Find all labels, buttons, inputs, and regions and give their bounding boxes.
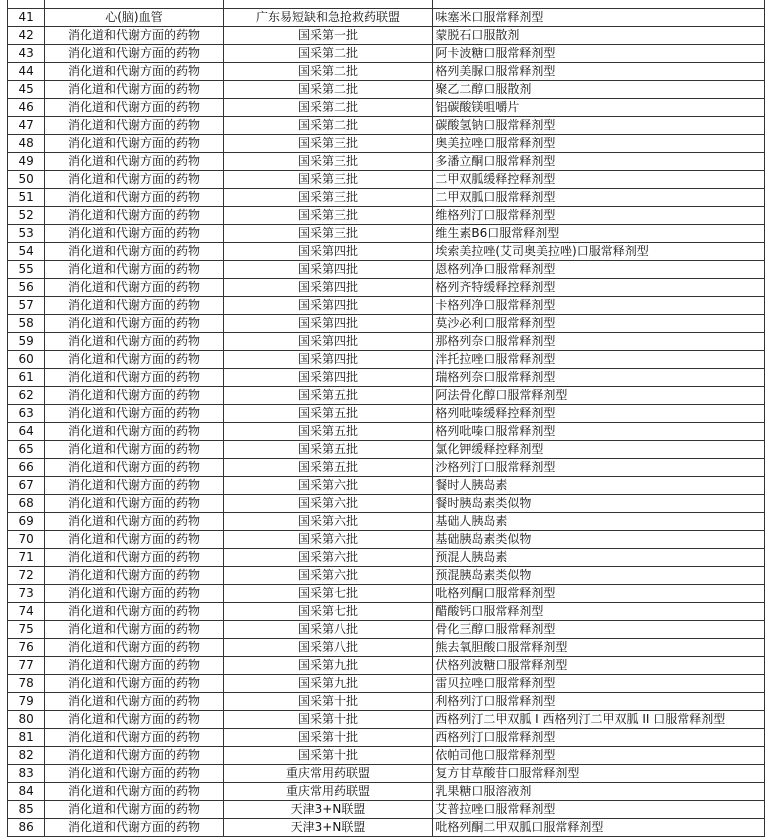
procurement-source-cell[interactable]: 国采第九批	[223, 657, 433, 675]
category-cell[interactable]: 消化道和代谢方面的药物	[45, 567, 223, 585]
table-row	[8, 423, 765, 441]
table-row	[8, 441, 765, 459]
table-row	[8, 621, 765, 639]
drug-name-cell[interactable]: 餐时胰岛素类似物	[433, 495, 765, 513]
procurement-source-cell[interactable]: 国采第三批	[223, 171, 433, 189]
drug-name-cell[interactable]: 醋酸钙口服常释剂型	[433, 603, 765, 621]
table-row	[8, 315, 765, 333]
procurement-source-cell[interactable]: 国采第六批	[223, 495, 433, 513]
procurement-source-cell[interactable]: 国采第四批	[223, 315, 433, 333]
drug-name-cell[interactable]: 依帕司他口服常释剂型	[433, 747, 765, 765]
procurement-source-cell[interactable]: 国采第五批	[223, 459, 433, 477]
category-cell[interactable]: 消化道和代谢方面的药物	[45, 639, 223, 657]
row-number[interactable]: 46	[8, 99, 45, 117]
row-number[interactable]: 76	[8, 639, 45, 657]
category-cell[interactable]: 消化道和代谢方面的药物	[45, 729, 223, 747]
drug-name-cell[interactable]: 二甲双胍缓释控释剂型	[433, 171, 765, 189]
drug-name-cell[interactable]: 预混胰岛素类似物	[433, 567, 765, 585]
category-cell[interactable]: 消化道和代谢方面的药物	[45, 225, 223, 243]
table-row	[8, 207, 765, 225]
table-row	[8, 297, 765, 315]
drug-name-cell[interactable]: 利格列汀口服常释剂型	[433, 693, 765, 711]
drug-name-cell[interactable]: 埃索美拉唑(艾司奥美拉唑)口服常释剂型	[433, 243, 765, 261]
procurement-source-cell[interactable]: 国采第四批	[223, 369, 433, 387]
table-row	[8, 153, 765, 171]
drug-name-cell[interactable]: 维生素B6口服常释剂型	[433, 225, 765, 243]
procurement-source-cell[interactable]: 国采第五批	[223, 405, 433, 423]
row-number[interactable]: 57	[8, 297, 45, 315]
table-row	[8, 243, 765, 261]
row-number[interactable]: 78	[8, 675, 45, 693]
category-cell[interactable]: 消化道和代谢方面的药物	[45, 351, 223, 369]
procurement-source-cell[interactable]: 国采第四批	[223, 261, 433, 279]
procurement-source-cell[interactable]: 国采第三批	[223, 225, 433, 243]
procurement-source-cell[interactable]: 国采第四批	[223, 279, 433, 297]
procurement-source-cell[interactable]: 国采第一批	[223, 27, 433, 45]
category-cell[interactable]: 消化道和代谢方面的药物	[45, 243, 223, 261]
row-number[interactable]: 66	[8, 459, 45, 477]
row-number[interactable]: 45	[8, 81, 45, 99]
table-row	[8, 351, 765, 369]
row-number[interactable]: 58	[8, 315, 45, 333]
row-number[interactable]: 86	[8, 819, 45, 837]
row-number[interactable]: 53	[8, 225, 45, 243]
category-cell[interactable]: 消化道和代谢方面的药物	[45, 477, 223, 495]
procurement-source-cell[interactable]: 国采第五批	[223, 423, 433, 441]
procurement-source-cell[interactable]: 国采第十批	[223, 693, 433, 711]
category-cell[interactable]: 消化道和代谢方面的药物	[45, 603, 223, 621]
table-row	[8, 603, 765, 621]
drug-name-cell[interactable]: 格列美脲口服常释剂型	[433, 63, 765, 81]
drug-name-cell[interactable]: 沙格列汀口服常释剂型	[433, 459, 765, 477]
table-row	[8, 819, 765, 837]
category-cell[interactable]: 消化道和代谢方面的药物	[45, 513, 223, 531]
drug-list-table	[7, 0, 765, 837]
table-row	[8, 225, 765, 243]
table-row	[8, 747, 765, 765]
category-cell[interactable]: 消化道和代谢方面的药物	[45, 747, 223, 765]
table-row	[8, 387, 765, 405]
procurement-source-cell[interactable]: 国采第二批	[223, 81, 433, 99]
category-cell[interactable]: 消化道和代谢方面的药物	[45, 63, 223, 81]
drug-name-cell[interactable]: 氯化钾缓释控释剂型	[433, 441, 765, 459]
procurement-source-cell[interactable]: 重庆常用药联盟	[223, 765, 433, 783]
drug-name-cell[interactable]: 蒙脱石口服散剂	[433, 27, 765, 45]
row-number[interactable]: 44	[8, 63, 45, 81]
table-row	[8, 549, 765, 567]
procurement-source-cell[interactable]: 国采第七批	[223, 585, 433, 603]
drug-name-cell[interactable]: 吡格列酮二甲双胍口服常释剂型	[433, 819, 765, 837]
category-cell[interactable]: 消化道和代谢方面的药物	[45, 819, 223, 837]
row-number[interactable]	[8, 0, 45, 9]
drug-name-cell[interactable]: 那格列奈口服常释剂型	[433, 333, 765, 351]
category-cell[interactable]: 消化道和代谢方面的药物	[45, 189, 223, 207]
procurement-source-cell[interactable]: 国采第十批	[223, 729, 433, 747]
row-number[interactable]: 77	[8, 657, 45, 675]
row-number[interactable]: 70	[8, 531, 45, 549]
table-row	[8, 333, 765, 351]
row-number[interactable]: 67	[8, 477, 45, 495]
drug-name-cell[interactable]: 聚乙二醇口服散剂	[433, 81, 765, 99]
table-row	[8, 729, 765, 747]
table-row	[8, 567, 765, 585]
row-number[interactable]: 72	[8, 567, 45, 585]
procurement-source-cell[interactable]: 国采第二批	[223, 117, 433, 135]
row-number[interactable]: 71	[8, 549, 45, 567]
row-number[interactable]: 48	[8, 135, 45, 153]
category-cell[interactable]: 消化道和代谢方面的药物	[45, 531, 223, 549]
drug-name-cell[interactable]: 泮托拉唑口服常释剂型	[433, 351, 765, 369]
drug-name-cell[interactable]: 乳果糖口服溶液剂	[433, 783, 765, 801]
category-cell[interactable]: 消化道和代谢方面的药物	[45, 135, 223, 153]
category-cell[interactable]: 消化道和代谢方面的药物	[45, 441, 223, 459]
drug-name-cell[interactable]: 奥美拉唑口服常释剂型	[433, 135, 765, 153]
table-row	[8, 639, 765, 657]
row-number[interactable]: 74	[8, 603, 45, 621]
drug-name-cell[interactable]: 伏格列波糖口服常释剂型	[433, 657, 765, 675]
row-number[interactable]: 81	[8, 729, 45, 747]
table-row	[8, 495, 765, 513]
category-cell[interactable]: 消化道和代谢方面的药物	[45, 459, 223, 477]
table-row	[8, 783, 765, 801]
category-cell[interactable]: 消化道和代谢方面的药物	[45, 99, 223, 117]
category-cell[interactable]: 消化道和代谢方面的药物	[45, 81, 223, 99]
drug-name-cell[interactable]: 骨化三醇口服常释剂型	[433, 621, 765, 639]
table-row	[8, 711, 765, 729]
procurement-source-cell[interactable]: 国采第六批	[223, 477, 433, 495]
procurement-source-cell[interactable]: 国采第六批	[223, 513, 433, 531]
procurement-source-cell[interactable]: 国采第三批	[223, 135, 433, 153]
category-cell[interactable]: 消化道和代谢方面的药物	[45, 549, 223, 567]
category-cell[interactable]: 消化道和代谢方面的药物	[45, 783, 223, 801]
row-number[interactable]: 69	[8, 513, 45, 531]
procurement-source-cell[interactable]: 国采第三批	[223, 153, 433, 171]
row-number[interactable]: 41	[8, 9, 45, 27]
procurement-source-cell[interactable]: 国采第二批	[223, 99, 433, 117]
row-number[interactable]: 43	[8, 45, 45, 63]
drug-name-cell[interactable]: 复方甘草酸苷口服常释剂型	[433, 765, 765, 783]
table-row	[8, 117, 765, 135]
category-cell[interactable]: 消化道和代谢方面的药物	[45, 495, 223, 513]
drug-name-cell[interactable]: 味塞米口服常释剂型	[433, 9, 765, 27]
table-row	[8, 531, 765, 549]
category-cell[interactable]: 消化道和代谢方面的药物	[45, 315, 223, 333]
category-cell[interactable]: 消化道和代谢方面的药物	[45, 585, 223, 603]
procurement-source-cell[interactable]: 国采第四批	[223, 243, 433, 261]
drug-name-cell[interactable]: 恩格列净口服常释剂型	[433, 261, 765, 279]
category-cell[interactable]: 消化道和代谢方面的药物	[45, 621, 223, 639]
drug-name-cell[interactable]: 卡格列净口服常释剂型	[433, 297, 765, 315]
drug-name-cell[interactable]: 瑞格列奈口服常释剂型	[433, 369, 765, 387]
drug-name-cell[interactable]: 维格列汀口服常释剂型	[433, 207, 765, 225]
category-cell[interactable]: 消化道和代谢方面的药物	[45, 171, 223, 189]
category-cell[interactable]: 消化道和代谢方面的药物	[45, 765, 223, 783]
table-row	[8, 63, 765, 81]
row-number[interactable]: 79	[8, 693, 45, 711]
row-number[interactable]: 59	[8, 333, 45, 351]
row-number[interactable]: 73	[8, 585, 45, 603]
procurement-source-cell[interactable]: 国采第四批	[223, 333, 433, 351]
category-cell[interactable]: 消化道和代谢方面的药物	[45, 405, 223, 423]
procurement-source-cell[interactable]: 国采第二批	[223, 45, 433, 63]
row-number[interactable]: 55	[8, 261, 45, 279]
drug-name-cell[interactable]: 碳酸氢钠口服常释剂型	[433, 117, 765, 135]
row-number[interactable]: 49	[8, 153, 45, 171]
table-row	[8, 99, 765, 117]
drug-name-cell[interactable]	[433, 0, 765, 9]
drug-name-cell[interactable]: 阿法骨化醇口服常释剂型	[433, 387, 765, 405]
category-cell[interactable]: 消化道和代谢方面的药物	[45, 45, 223, 63]
category-cell[interactable]: 消化道和代谢方面的药物	[45, 279, 223, 297]
table-row	[8, 9, 765, 27]
category-cell[interactable]: 消化道和代谢方面的药物	[45, 693, 223, 711]
table-row	[8, 261, 765, 279]
drug-name-cell[interactable]: 基础胰岛素类似物	[433, 531, 765, 549]
drug-name-cell[interactable]: 格列齐特缓释控释剂型	[433, 279, 765, 297]
procurement-source-cell[interactable]: 重庆常用药联盟	[223, 783, 433, 801]
drug-name-cell[interactable]: 基础人胰岛素	[433, 513, 765, 531]
drug-name-cell[interactable]: 雷贝拉唑口服常释剂型	[433, 675, 765, 693]
category-cell[interactable]	[45, 0, 223, 9]
row-number[interactable]: 51	[8, 189, 45, 207]
row-number[interactable]: 54	[8, 243, 45, 261]
table-row	[8, 279, 765, 297]
procurement-source-cell[interactable]: 国采第七批	[223, 603, 433, 621]
category-cell[interactable]: 消化道和代谢方面的药物	[45, 369, 223, 387]
table-row	[8, 801, 765, 819]
table-row	[8, 477, 765, 495]
table-row	[8, 0, 765, 9]
drug-name-cell[interactable]: 格列吡嗪缓释控释剂型	[433, 405, 765, 423]
procurement-source-cell[interactable]: 国采第二批	[223, 63, 433, 81]
procurement-source-cell[interactable]: 国采第六批	[223, 567, 433, 585]
category-cell[interactable]: 消化道和代谢方面的药物	[45, 657, 223, 675]
drug-name-cell[interactable]: 铝碳酸镁咀嚼片	[433, 99, 765, 117]
row-number[interactable]: 83	[8, 765, 45, 783]
category-cell[interactable]: 消化道和代谢方面的药物	[45, 297, 223, 315]
drug-name-cell[interactable]: 预混人胰岛素	[433, 549, 765, 567]
table-row	[8, 81, 765, 99]
row-number[interactable]: 42	[8, 27, 45, 45]
procurement-source-cell[interactable]: 国采第八批	[223, 639, 433, 657]
row-number[interactable]: 61	[8, 369, 45, 387]
drug-name-cell[interactable]: 多潘立酮口服常释剂型	[433, 153, 765, 171]
row-number[interactable]: 47	[8, 117, 45, 135]
procurement-source-cell[interactable]: 国采第十批	[223, 711, 433, 729]
procurement-source-cell[interactable]: 国采第五批	[223, 441, 433, 459]
procurement-source-cell[interactable]: 天津3+N联盟	[223, 819, 433, 837]
drug-name-cell[interactable]: 莫沙必利口服常释剂型	[433, 315, 765, 333]
drug-name-cell[interactable]: 二甲双胍口服常释剂型	[433, 189, 765, 207]
procurement-source-cell[interactable]	[223, 0, 433, 9]
table-row	[8, 135, 765, 153]
drug-name-cell[interactable]: 餐时人胰岛素	[433, 477, 765, 495]
row-number[interactable]: 50	[8, 171, 45, 189]
table-row	[8, 675, 765, 693]
table-row	[8, 405, 765, 423]
row-number[interactable]: 56	[8, 279, 45, 297]
table-row	[8, 585, 765, 603]
table-row	[8, 459, 765, 477]
category-cell[interactable]: 心(脑)血管	[45, 9, 223, 27]
category-cell[interactable]: 消化道和代谢方面的药物	[45, 153, 223, 171]
row-number[interactable]: 80	[8, 711, 45, 729]
category-cell[interactable]: 消化道和代谢方面的药物	[45, 207, 223, 225]
drug-name-cell[interactable]: 艾普拉唑口服常释剂型	[433, 801, 765, 819]
row-number[interactable]: 85	[8, 801, 45, 819]
table-row	[8, 189, 765, 207]
table-row	[8, 171, 765, 189]
category-cell[interactable]: 消化道和代谢方面的药物	[45, 27, 223, 45]
table-row	[8, 369, 765, 387]
category-cell[interactable]: 消化道和代谢方面的药物	[45, 261, 223, 279]
table-row	[8, 693, 765, 711]
procurement-source-cell[interactable]: 国采第三批	[223, 207, 433, 225]
row-number[interactable]: 52	[8, 207, 45, 225]
drug-name-cell[interactable]: 熊去氧胆酸口服常释剂型	[433, 639, 765, 657]
row-number[interactable]: 65	[8, 441, 45, 459]
row-number[interactable]: 62	[8, 387, 45, 405]
row-number[interactable]: 82	[8, 747, 45, 765]
procurement-source-cell[interactable]: 国采第六批	[223, 549, 433, 567]
drug-name-cell[interactable]: 吡格列酮口服常释剂型	[433, 585, 765, 603]
procurement-source-cell[interactable]: 国采第六批	[223, 531, 433, 549]
table-row	[8, 765, 765, 783]
drug-name-cell[interactable]: 西格列汀二甲双胍 I 西格列汀二甲双胍 II 口服常释剂型	[433, 711, 765, 729]
row-number[interactable]: 84	[8, 783, 45, 801]
category-cell[interactable]: 消化道和代谢方面的药物	[45, 801, 223, 819]
row-number[interactable]: 63	[8, 405, 45, 423]
procurement-source-cell[interactable]: 国采第四批	[223, 297, 433, 315]
procurement-source-cell[interactable]: 国采第三批	[223, 189, 433, 207]
procurement-source-cell[interactable]: 国采第五批	[223, 387, 433, 405]
category-cell[interactable]: 消化道和代谢方面的药物	[45, 423, 223, 441]
category-cell[interactable]: 消化道和代谢方面的药物	[45, 675, 223, 693]
category-cell[interactable]: 消化道和代谢方面的药物	[45, 387, 223, 405]
table-row	[8, 657, 765, 675]
procurement-source-cell[interactable]: 国采第八批	[223, 621, 433, 639]
table-row	[8, 27, 765, 45]
procurement-source-cell[interactable]: 天津3+N联盟	[223, 801, 433, 819]
table-row	[8, 45, 765, 63]
category-cell[interactable]: 消化道和代谢方面的药物	[45, 711, 223, 729]
row-number[interactable]: 64	[8, 423, 45, 441]
category-cell[interactable]: 消化道和代谢方面的药物	[45, 117, 223, 135]
procurement-source-cell[interactable]: 国采第九批	[223, 675, 433, 693]
drug-name-cell[interactable]: 阿卡波糖口服常释剂型	[433, 45, 765, 63]
procurement-source-cell[interactable]: 国采第十批	[223, 747, 433, 765]
row-number[interactable]: 68	[8, 495, 45, 513]
drug-name-cell[interactable]: 西格列汀口服常释剂型	[433, 729, 765, 747]
drug-name-cell[interactable]: 格列吡嗪口服常释剂型	[433, 423, 765, 441]
row-number[interactable]: 60	[8, 351, 45, 369]
table-row	[8, 513, 765, 531]
row-number[interactable]: 75	[8, 621, 45, 639]
procurement-source-cell[interactable]: 国采第四批	[223, 351, 433, 369]
procurement-source-cell[interactable]: 广东易短缺和急抢救药联盟	[223, 9, 433, 27]
category-cell[interactable]: 消化道和代谢方面的药物	[45, 333, 223, 351]
